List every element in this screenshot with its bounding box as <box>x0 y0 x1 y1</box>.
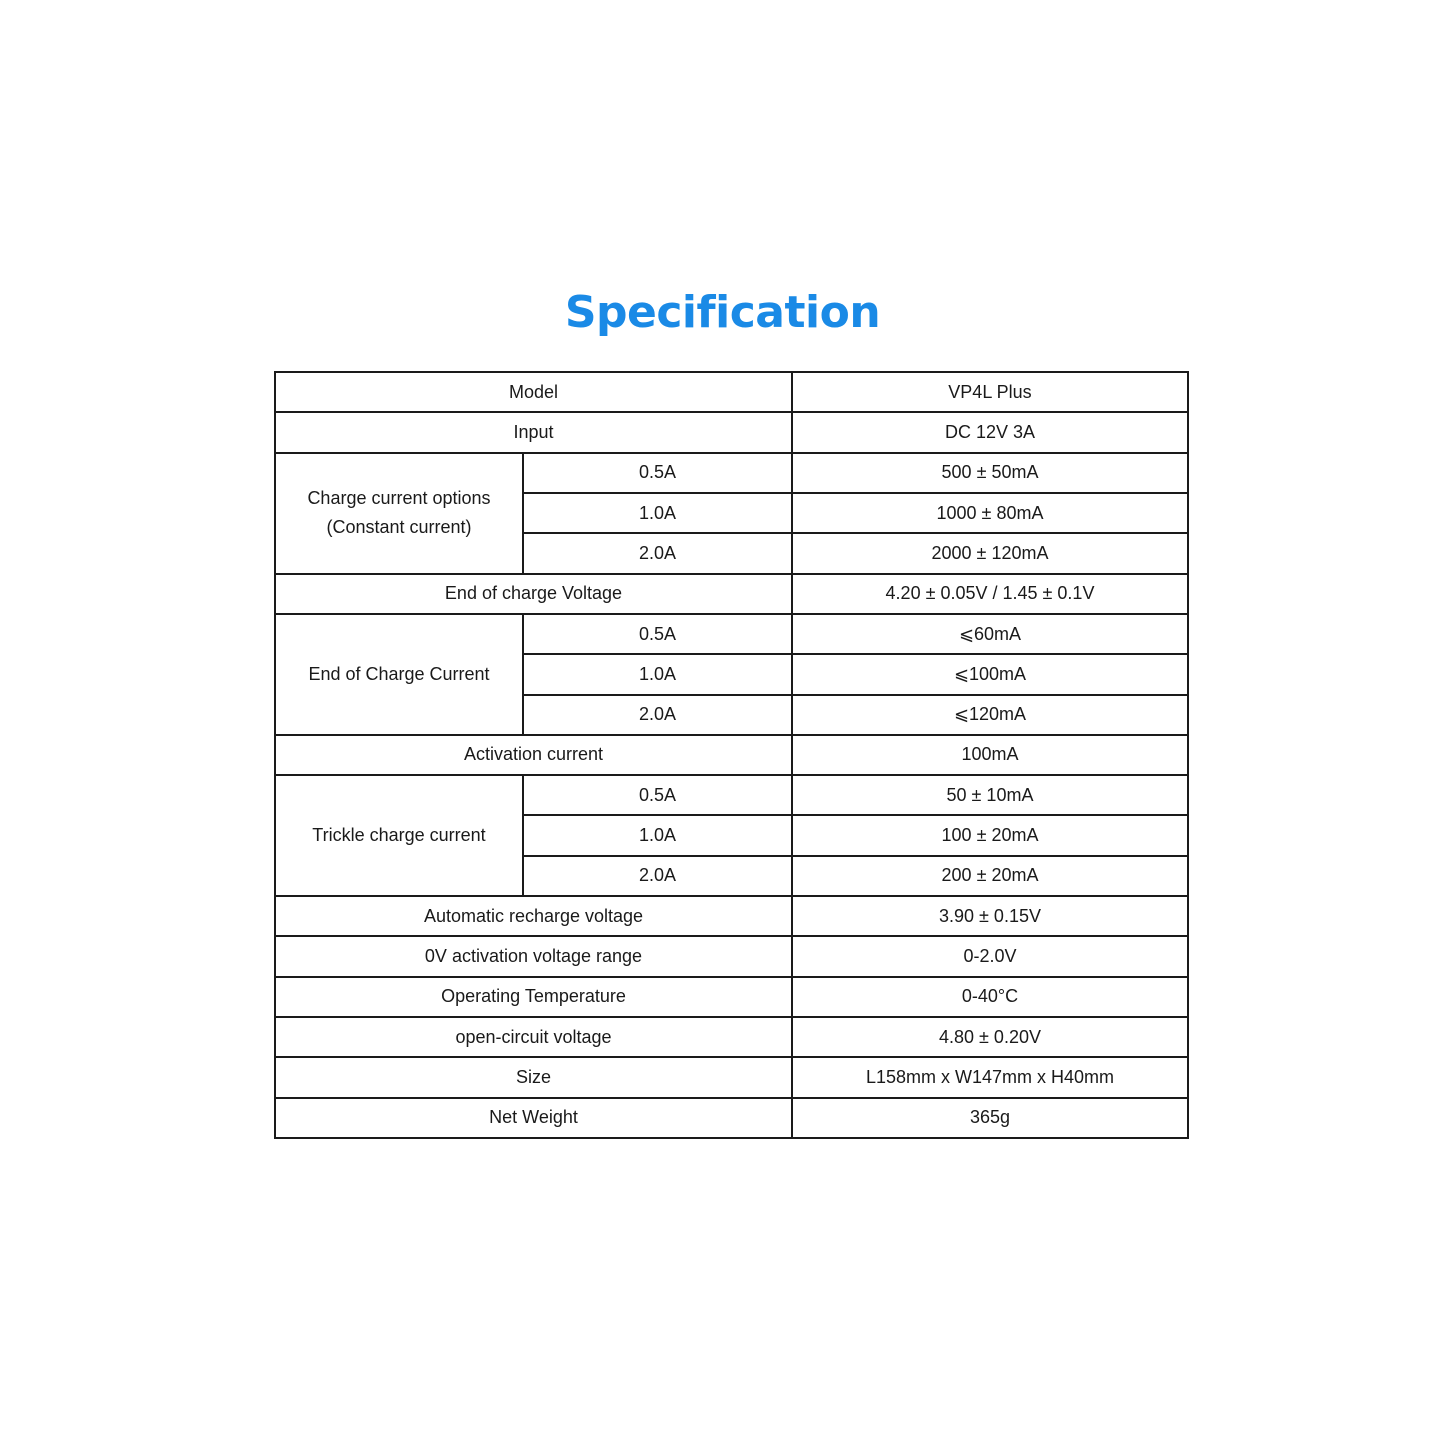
spec-label-line: (Constant current) <box>326 517 472 538</box>
spec-value: L158mm x W147mm x H40mm <box>792 1057 1188 1097</box>
spec-label: End of Charge Current <box>275 614 523 735</box>
table-row <box>275 1057 1188 1097</box>
spec-value: VP4L Plus <box>792 372 1188 412</box>
spec-label: Activation current <box>275 735 792 775</box>
spec-value: 4.80 ± 0.20V <box>792 1017 1188 1057</box>
spec-value: 1000 ± 80mA <box>792 493 1188 533</box>
spec-label: Size <box>275 1057 792 1097</box>
spec-label <box>275 453 523 574</box>
spec-value: 200 ± 20mA <box>792 856 1188 896</box>
spec-value: 100 ± 20mA <box>792 815 1188 855</box>
table-row <box>275 1017 1188 1057</box>
spec-value: 500 ± 50mA <box>792 453 1188 493</box>
spec-label-line: Charge current options <box>307 488 491 509</box>
spec-option: 0.5A <box>523 453 792 493</box>
spec-label: Operating Temperature <box>275 977 792 1017</box>
page-title: Specification <box>564 287 881 338</box>
spec-label: Automatic recharge voltage <box>275 896 792 936</box>
table-row <box>275 775 1188 815</box>
table-row <box>275 977 1188 1017</box>
spec-value: 50 ± 10mA <box>792 775 1188 815</box>
table-row <box>275 936 1188 976</box>
spec-value: DC 12V 3A <box>792 412 1188 452</box>
spec-option: 1.0A <box>523 493 792 533</box>
spec-label: Input <box>275 412 792 452</box>
spec-option: 1.0A <box>523 815 792 855</box>
spec-option: 2.0A <box>523 695 792 735</box>
spec-value: 4.20 ± 0.05V / 1.45 ± 0.1V <box>792 574 1188 614</box>
spec-option: 2.0A <box>523 533 792 573</box>
spec-label: Net Weight <box>275 1098 792 1138</box>
spec-option: 1.0A <box>523 654 792 694</box>
table-row <box>275 412 1188 452</box>
spec-value: 0-2.0V <box>792 936 1188 976</box>
table-row <box>275 453 1188 493</box>
spec-value: 3.90 ± 0.15V <box>792 896 1188 936</box>
spec-label: open-circuit voltage <box>275 1017 792 1057</box>
spec-option: 2.0A <box>523 856 792 896</box>
spec-label: 0V activation voltage range <box>275 936 792 976</box>
spec-label: Model <box>275 372 792 412</box>
table-row <box>275 1098 1188 1138</box>
spec-value: 2000 ± 120mA <box>792 533 1188 573</box>
spec-value: ⩽60mA <box>792 614 1188 654</box>
spec-option: 0.5A <box>523 614 792 654</box>
table-row <box>275 574 1188 614</box>
table-row <box>275 614 1188 654</box>
spec-value: 365g <box>792 1098 1188 1138</box>
spec-option: 0.5A <box>523 775 792 815</box>
spec-value: ⩽120mA <box>792 695 1188 735</box>
table-row <box>275 372 1188 412</box>
spec-value: ⩽100mA <box>792 654 1188 694</box>
spec-label: Trickle charge current <box>275 775 523 896</box>
table-row <box>275 735 1188 775</box>
specification-table <box>274 371 1189 1139</box>
spec-label: End of charge Voltage <box>275 574 792 614</box>
spec-value: 100mA <box>792 735 1188 775</box>
table-row <box>275 896 1188 936</box>
spec-value: 0-40°C <box>792 977 1188 1017</box>
